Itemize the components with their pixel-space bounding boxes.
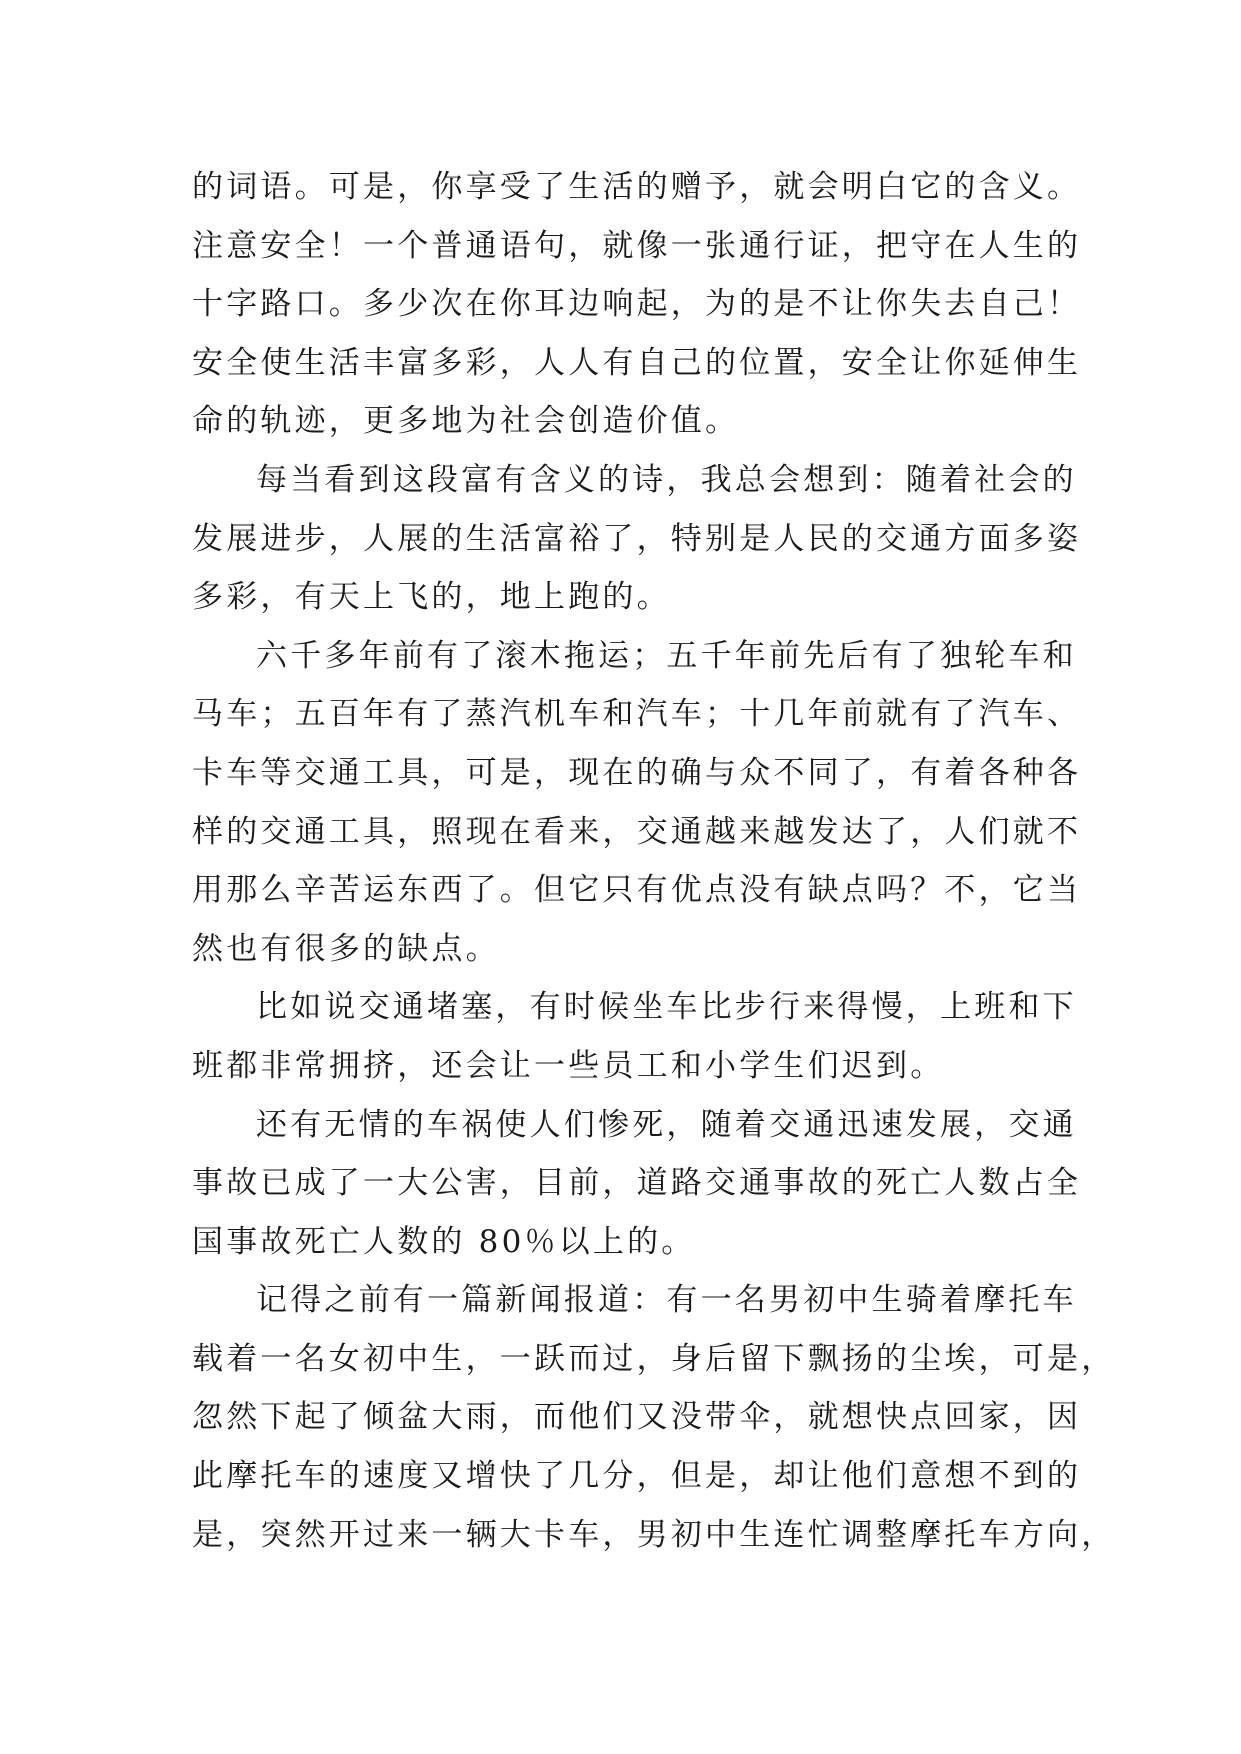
text-line: 发展进步，人展的生活富裕了，特别是人民的交通方面多姿 [192, 520, 1082, 557]
body-text [192, 158, 1116, 1564]
text-line: 样的交通工具，照现在看来，交通越来越发达了，人们就不 [192, 813, 1082, 850]
text-line: 多彩，有天上飞的，地上跑的。 [192, 579, 671, 616]
text-line: 班都非常拥挤，还会让一些员工和小学生们迟到。 [192, 1047, 945, 1084]
text-line: 安全使生活丰富多彩，人人有自己的位置，安全让你延伸生 [192, 344, 1082, 381]
paragraph-first-line: 比如说交通堵塞，有时候坐车比步行来得慢，上班和下 [256, 989, 1077, 1026]
text-line: 事故已成了一大公害，目前，道路交通事故的死亡人数占全 [192, 1165, 1082, 1202]
text-line: 此摩托车的速度又增快了几分，但是，却让他们意想不到的 [192, 1458, 1082, 1495]
text-line: 十字路口。多少次在你耳边响起，为的是不让你失去自己！ [192, 286, 1082, 323]
text-line: 是，突然开过来一辆大卡车，男初中生连忙调整摩托车方向， [192, 1516, 1116, 1553]
text-line: 然也有很多的缺点。 [192, 930, 500, 967]
text-line: 载着一名女初中生，一跃而过，身后留下飘扬的尘埃，可是， [192, 1340, 1116, 1377]
paragraph-first-line: 还有无情的车祸使人们惨死，随着交通迅速发展，交通 [256, 1106, 1077, 1143]
paragraph-first-line: 记得之前有一篇新闻报道：有一名男初中生骑着摩托车 [256, 1282, 1077, 1319]
text-line: 的词语。可是，你享受了生活的赠予，就会明白它的含义。 [192, 169, 1082, 205]
paragraph-first-line: 每当看到这段富有含义的诗，我总会想到：随着社会的 [256, 461, 1077, 498]
text-line: 卡车等交通工具，可是，现在的确与众不同了，有着各种各 [192, 754, 1082, 791]
text-line: 国事故死亡人数的 80％以上的。 [192, 1223, 696, 1260]
text-line: 忽然下起了倾盆大雨，而他们又没带伞，就想快点回家，因 [192, 1399, 1082, 1436]
text-line: 马车；五百年有了蒸汽机车和汽车；十几年前就有了汽车、 [192, 696, 1082, 733]
text-line: 命的轨迹，更多地为社会创造价值。 [192, 403, 740, 440]
paragraph-first-line: 六千多年前有了滚木拖运；五千年前先后有了独轮车和 [256, 637, 1077, 674]
text-line: 用那么辛苦运东西了。但它只有优点没有缺点吗？不，它当 [192, 872, 1082, 909]
text-line: 注意安全！一个普通语句，就像一张通行证，把守在人生的 [192, 227, 1082, 264]
